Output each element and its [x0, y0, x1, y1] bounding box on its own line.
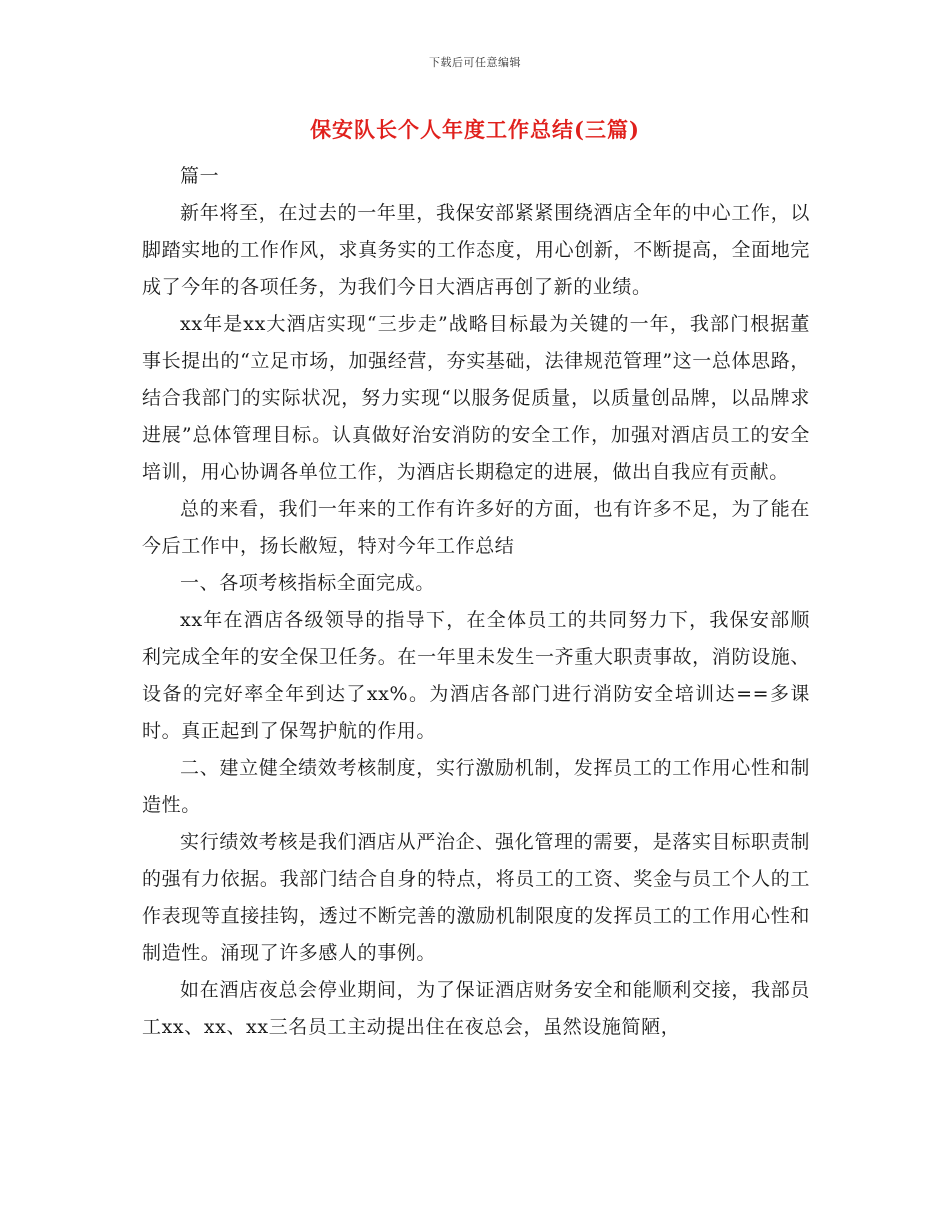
subheading-one: 一、各项考核指标全面完成。: [180, 572, 435, 594]
body-paragraph: xx年是xx大酒店实现“三步走”战略目标最为关键的一年，我部门根据董事长提出的“立足市场，加强经营，夯实基础，法律规范管理”这一总体思路，结合我部门的实际状况，努力实现“以服务促质量，以质量创品牌，以品牌求进展”总体管理目标。认真做好治安消防的安全工作，加强对酒店员工的安全培训，用心协调各单位工作，为酒店长期稳定的进展，做出自我应有贡献。: [142, 313, 810, 483]
body-paragraph: 新年将至，在过去的一年里，我保安部紧紧围绕酒店全年的中心工作，以脚踏实地的工作作风，求真务实的工作态度，用心创新，不断提高，全面地完成了今年的各项任务，为我们今日大酒店再创了新的业绩。: [142, 202, 810, 298]
body-paragraph: 如在酒店夜总会停业期间，为了保证酒店财务安全和能顺利交接，我部员工xx、xx、xx三名员工主动提出住在夜总会，虽然设施简陋，: [142, 979, 810, 1038]
page-header-note: 下载后可任意编辑: [429, 56, 521, 69]
subheading-two: 二、建立健全绩效考核制度，实行激励机制，发挥员工的工作用心性和制造性。: [142, 757, 810, 816]
body-paragraph: 总的来看，我们一年来的工作有许多好的方面，也有许多不足，为了能在今后工作中，扬长敝短，特对今年工作总结: [142, 498, 810, 557]
document-title: 保安队长个人年度工作总结(三篇): [310, 117, 640, 142]
body-paragraph: 实行绩效考核是我们酒店从严治企、强化管理的需要，是落实目标职责制的强有力依据。我部门结合自身的特点，将员工的工资、奖金与员工个人的工作表现等直接挂钩，透过不断完善的激励机制限度的发挥员工的工作用心性和制造性。涌现了许多感人的事例。: [142, 831, 810, 964]
document-body: [142, 158, 810, 1046]
section-heading-part-one: 篇一: [180, 165, 220, 187]
body-paragraph: xx年在酒店各级领导的指导下，在全体员工的共同努力下，我保安部顺利完成全年的安全保卫任务。在一年里未发生一齐重大职责事故，消防设施、设备的完好率全年到达了xx%。为酒店各部门进行消防安全培训达==多课时。真正起到了保驾护航的作用。: [142, 609, 810, 742]
